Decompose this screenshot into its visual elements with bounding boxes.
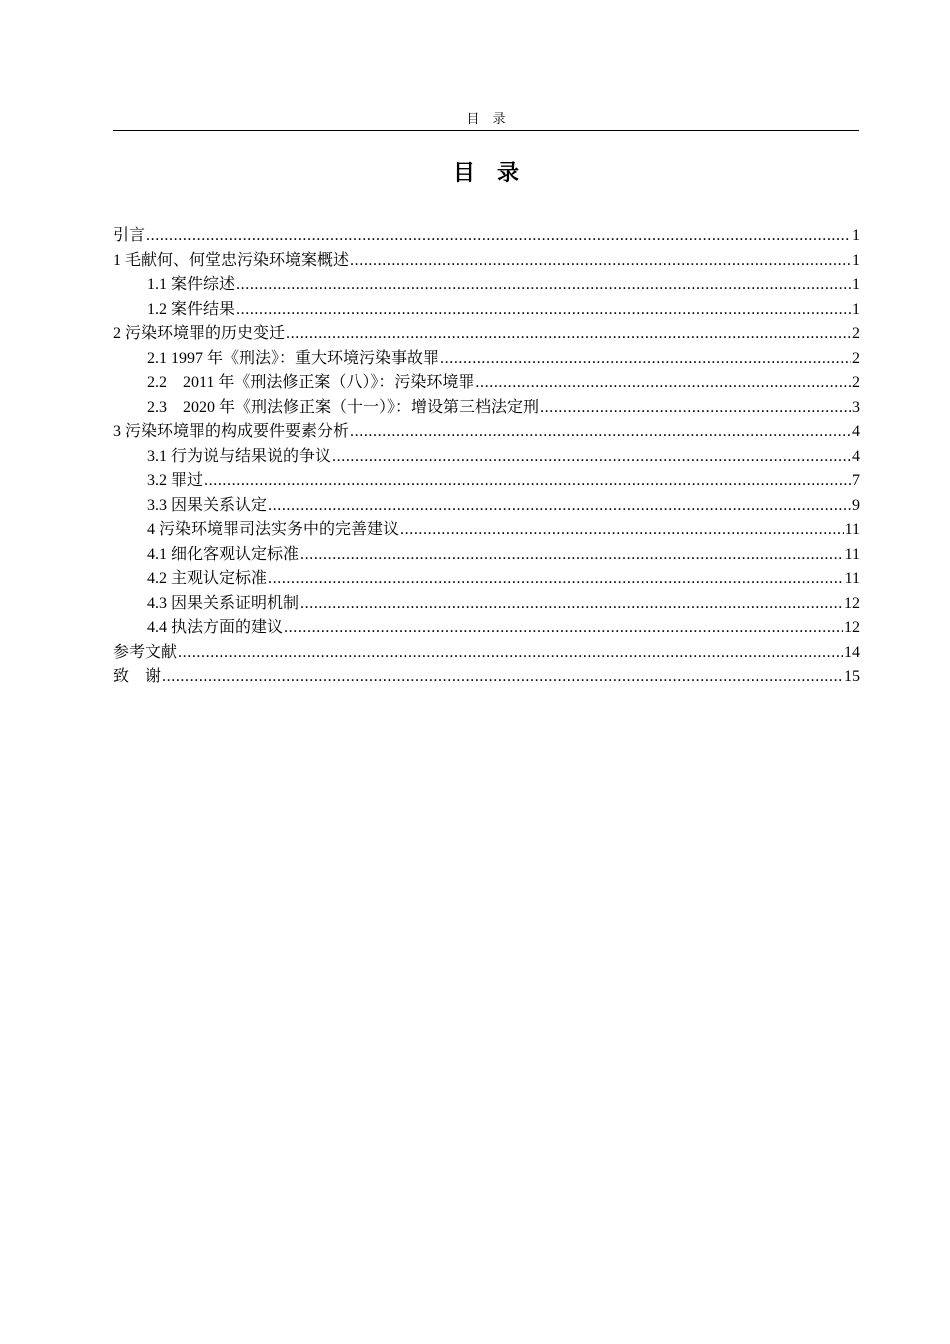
toc-entry-section-1-1[interactable] (113, 273, 860, 298)
header-rule (113, 130, 859, 131)
toc-leader-dots (300, 543, 844, 568)
toc-entry-label: 2.1 1997 年《刑法》：重大环境污染事故罪 (147, 349, 440, 367)
toc-leader-dots (400, 518, 844, 543)
toc-entry-label: 2.2 2011 年《刑法修正案（八）》：污染环境罪 (147, 374, 475, 391)
toc-entry-label: 3.2 罪过 (147, 472, 204, 489)
toc-page-number: 4 (852, 447, 860, 465)
toc-leader-dots (286, 322, 851, 347)
toc-page-number: 11 (844, 545, 860, 563)
toc-entry-acknowledgements[interactable] (113, 665, 860, 690)
toc-entry-label: 4.4 执法方面的建议 (147, 619, 284, 636)
toc-entry-section-2-1[interactable] (113, 347, 860, 372)
toc-leader-dots (475, 371, 851, 396)
toc-leader-dots (236, 273, 851, 298)
toc-entry-label: 3.1 行为说与结果说的争议 (147, 447, 332, 465)
toc-leader-dots (162, 665, 843, 690)
toc-page-number: 15 (844, 668, 860, 685)
toc-page-number: 4 (852, 423, 860, 440)
toc-leader-dots (178, 641, 843, 666)
toc-entry-section-3-3[interactable] (113, 494, 860, 519)
toc-entry-chapter-2[interactable] (113, 322, 860, 347)
toc-page-number: 7 (852, 472, 860, 489)
toc-page-number: 2 (852, 374, 860, 391)
toc-entry-label: 2.3 2020 年《刑法修正案（十一）》：增设第三档法定刑 (147, 398, 540, 416)
toc-page-number: 3 (852, 398, 860, 416)
table-of-contents (113, 224, 860, 690)
toc-entry-section-4-2[interactable] (113, 567, 860, 592)
toc-entry-section-2-2[interactable] (113, 371, 860, 396)
toc-page-number: 11 (844, 570, 860, 587)
toc-page-number: 12 (844, 619, 860, 636)
toc-page-number: 1 (852, 227, 860, 244)
toc-title: 目 录 (452, 161, 519, 186)
toc-entry-label: 2 污染环境罪的历史变迁 (113, 325, 286, 342)
toc-leader-dots (204, 469, 851, 494)
toc-entry-chapter-3[interactable] (113, 420, 860, 445)
toc-entry-label: 4.2 主观认定标准 (147, 570, 268, 587)
toc-entry-label: 4.1 细化客观认定标准 (147, 545, 300, 563)
toc-leader-dots (284, 616, 843, 641)
toc-entry-label: 4.3 因果关系证明机制 (147, 594, 300, 612)
toc-entry-section-3-2[interactable] (113, 469, 860, 494)
toc-entry-chapter-4[interactable] (113, 518, 860, 543)
toc-entry-label: 1 毛献何、何堂忠污染环境案概述 (113, 251, 350, 269)
toc-entry-chapter-1[interactable] (113, 249, 860, 274)
toc-entry-section-4-3[interactable] (113, 592, 860, 617)
toc-page-number: 2 (852, 325, 860, 342)
toc-entry-label: 3 污染环境罪的构成要件要素分析 (113, 423, 350, 440)
toc-entry-introduction[interactable] (113, 224, 860, 249)
toc-entry-label: 参考文献 (113, 643, 178, 661)
toc-leader-dots (332, 445, 851, 470)
toc-leader-dots (440, 347, 851, 372)
toc-leader-dots (268, 494, 851, 519)
toc-entry-section-2-3[interactable] (113, 396, 860, 421)
toc-page-number: 12 (844, 594, 860, 612)
toc-entry-section-3-1[interactable] (113, 445, 860, 470)
toc-entry-label: 1.2 案件结果 (147, 300, 236, 318)
toc-entry-section-1-2[interactable] (113, 298, 860, 323)
toc-entry-references[interactable] (113, 641, 860, 666)
toc-entry-label: 引言 (113, 227, 146, 244)
toc-leader-dots (350, 249, 851, 274)
running-header: 目 录 (466, 111, 506, 126)
toc-page-number: 1 (852, 300, 860, 318)
toc-entry-label: 1.1 案件综述 (147, 276, 236, 293)
toc-leader-dots (350, 420, 851, 445)
toc-leader-dots (146, 224, 851, 249)
toc-page-number: 1 (852, 251, 860, 269)
toc-page-number: 11 (844, 521, 860, 538)
toc-entry-label: 4 污染环境罪司法实务中的完善建议 (147, 521, 400, 538)
toc-page-number: 9 (852, 496, 860, 514)
toc-leader-dots (540, 396, 851, 421)
toc-entry-section-4-1[interactable] (113, 543, 860, 568)
toc-entry-label: 致 谢 (113, 668, 162, 685)
toc-page-number: 2 (852, 349, 860, 367)
toc-page-number: 1 (852, 276, 860, 293)
toc-entry-section-4-4[interactable] (113, 616, 860, 641)
toc-entry-label: 3.3 因果关系认定 (147, 496, 268, 514)
toc-leader-dots (300, 592, 843, 617)
toc-leader-dots (268, 567, 844, 592)
toc-page-number: 14 (844, 643, 860, 661)
toc-leader-dots (236, 298, 851, 323)
